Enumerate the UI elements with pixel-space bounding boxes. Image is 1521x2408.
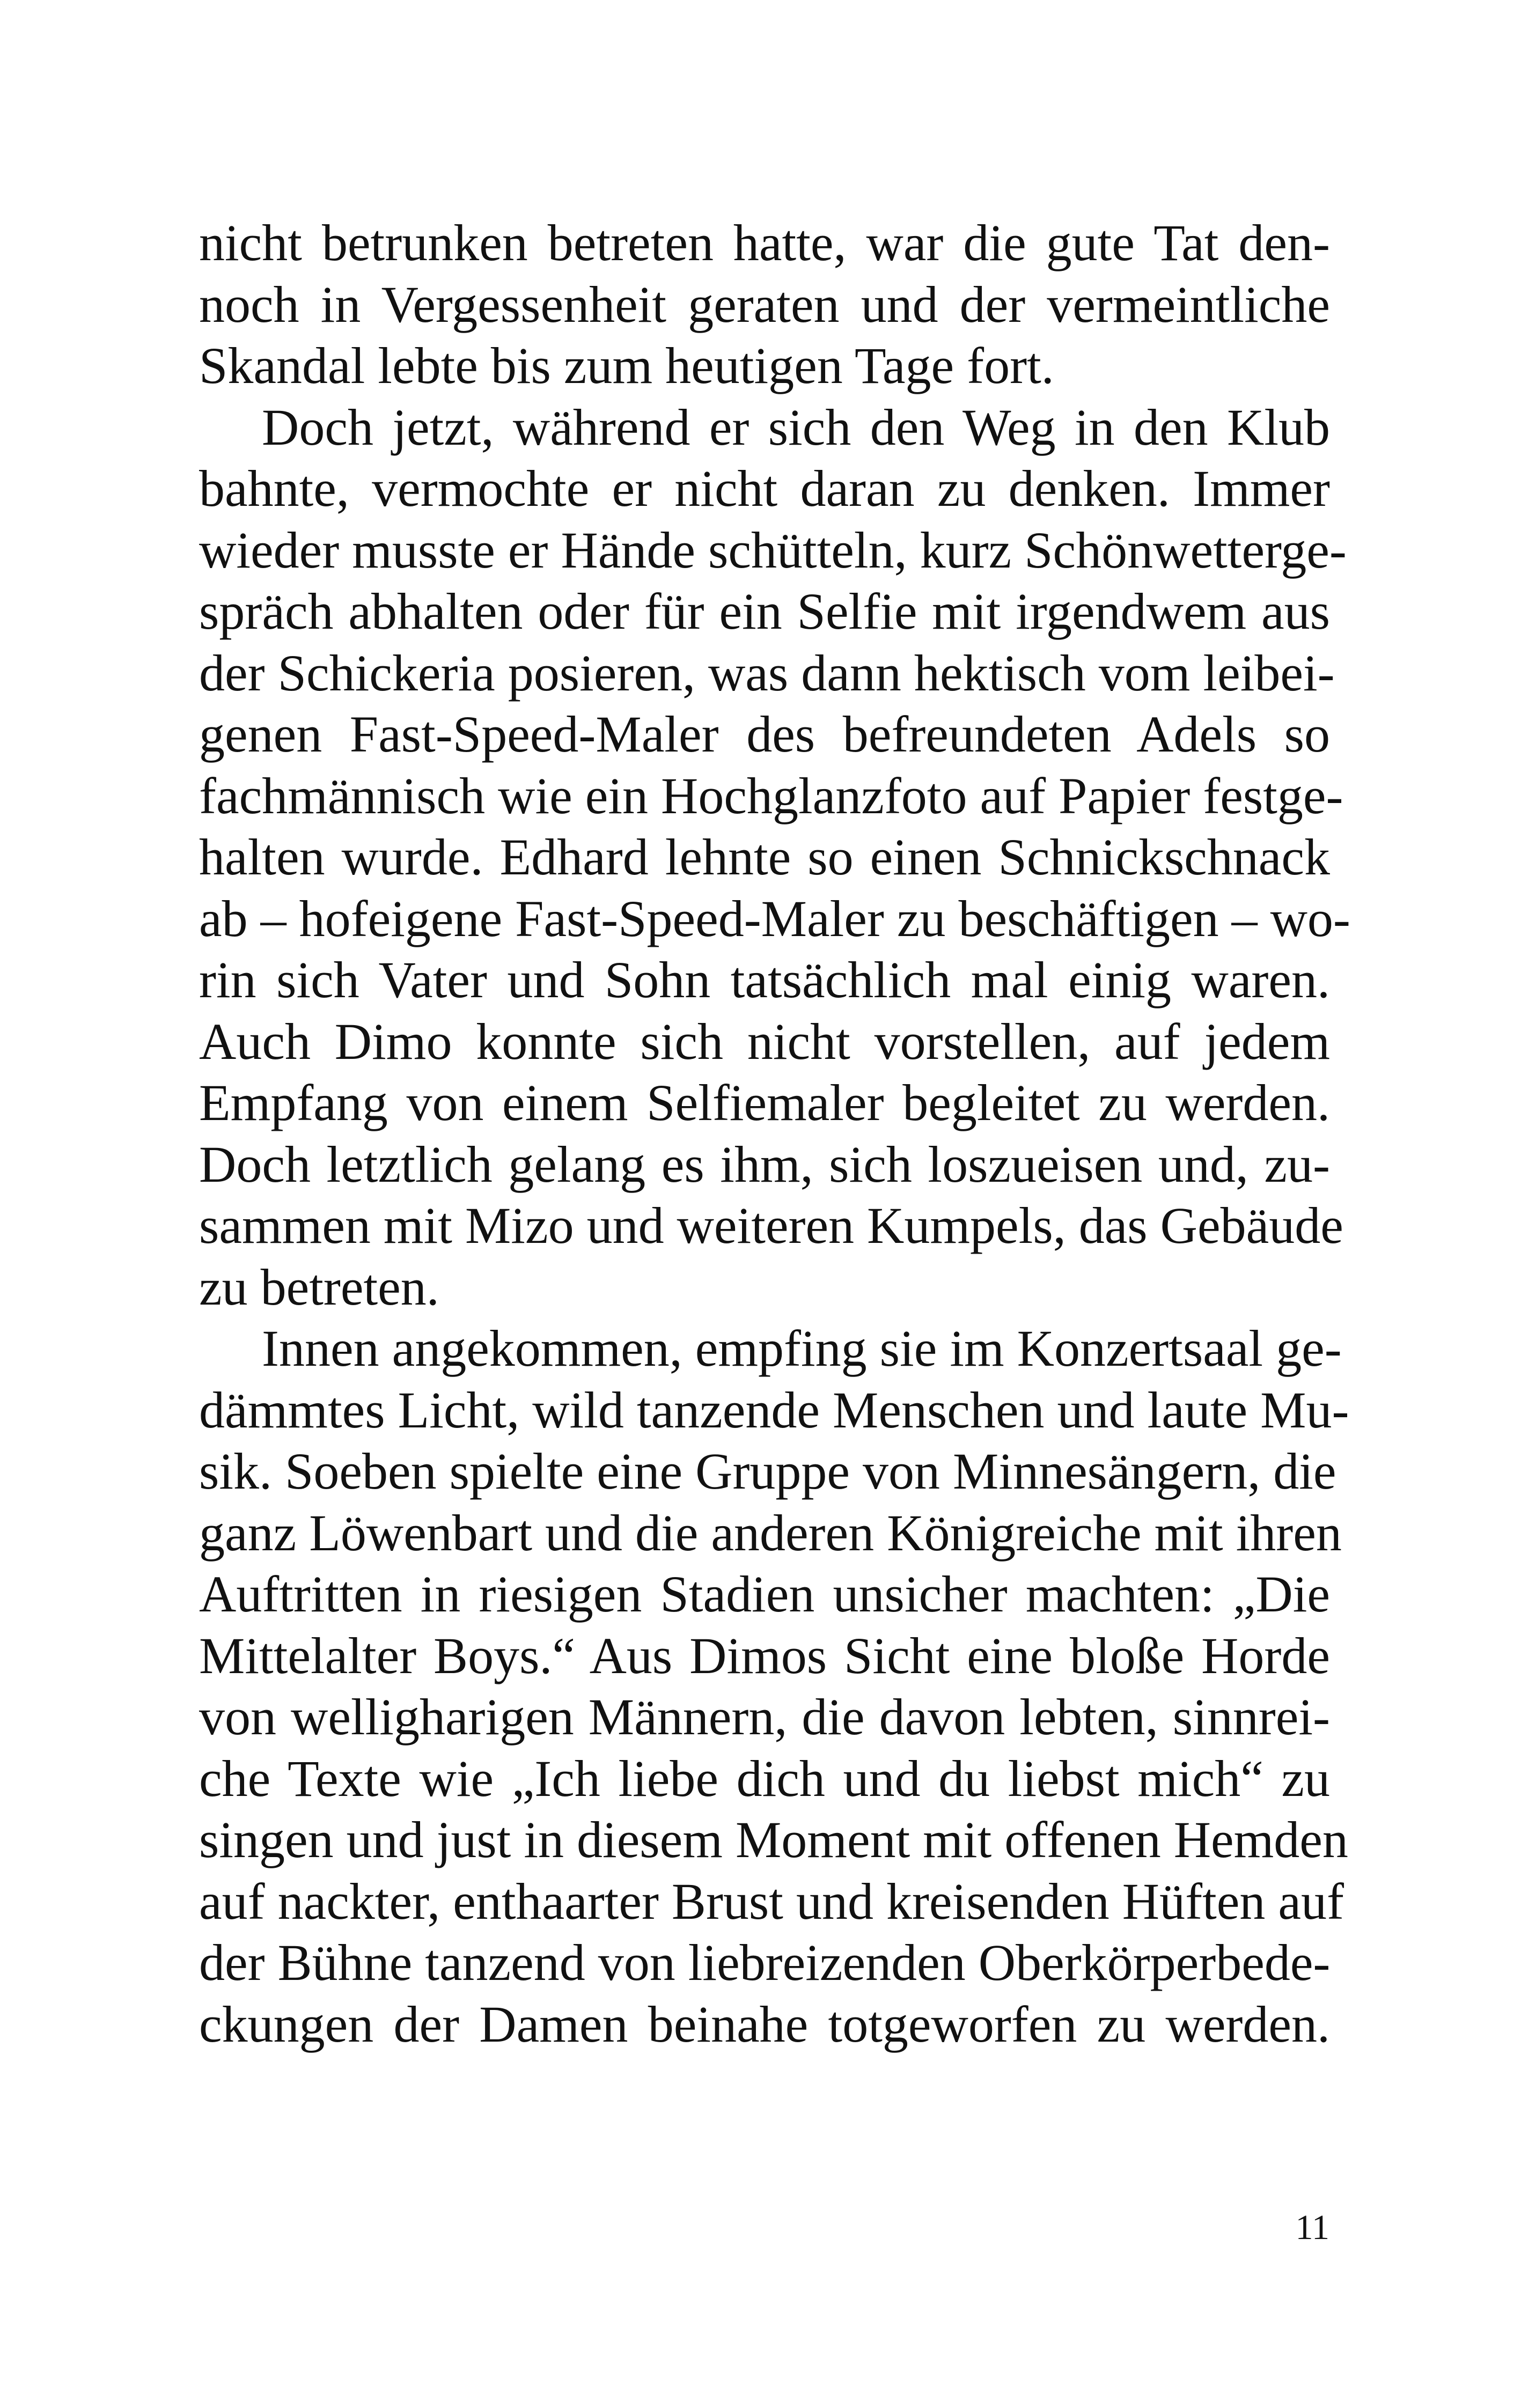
paragraph-3 xyxy=(199,1318,1349,2055)
text-line: fachmännisch wie ein Hochglanzfoto auf Papier festge- xyxy=(199,767,1343,824)
text-line: ganz Löwenbart und die anderen Königreiche mit ihren xyxy=(199,1504,1342,1562)
paragraph-2 xyxy=(199,397,1350,1319)
text-line: singen und just in diesem Moment mit offenen Hemden xyxy=(199,1811,1348,1868)
text-line: wieder musste er Hände schütteln, kurz Schönwetterge- xyxy=(199,521,1347,579)
text-line: spräch abhalten oder für ein Selfie mit irgendwem aus xyxy=(199,583,1330,640)
body-text xyxy=(199,212,1350,2055)
text-line: genen Fast-Speed-Maler des befreundeten Adels so xyxy=(199,705,1330,763)
text-line: ckungen der Damen beinahe totgeworfen zu werden. xyxy=(199,1995,1330,2053)
text-line: Mittelalter Boys.“ Aus Dimos Sicht eine bloße Horde xyxy=(199,1626,1330,1684)
text-line: nicht betrunken betreten hatte, war die gute Tat den- xyxy=(199,214,1330,271)
text-line: der Bühne tanzend von liebreizenden Oberkörperbede- xyxy=(199,1934,1331,1991)
text-line: rin sich Vater und Sohn tatsächlich mal einig waren. xyxy=(199,951,1330,1008)
text-line: von welligharigen Männern, die davon lebten, sinnrei- xyxy=(199,1688,1330,1746)
text-line: auf nackter, enthaarter Brust und kreisenden Hüften auf xyxy=(199,1872,1344,1930)
text-line: Auftritten in riesigen Stadien unsicher machten: „Die xyxy=(199,1565,1330,1623)
text-line: dämmtes Licht, wild tanzende Menschen und laute Mu- xyxy=(199,1381,1349,1439)
text-line: che Texte wie „Ich liebe dich und du liebst mich“ zu xyxy=(199,1749,1330,1807)
text-line: der Schickeria posieren, was dann hektisch vom leibei- xyxy=(199,644,1335,702)
text-line: zu betreten. xyxy=(199,1258,439,1316)
text-line: Empfang von einem Selfiemaler begleitet zu werden. xyxy=(199,1074,1330,1131)
paragraph-1 xyxy=(199,212,1330,397)
text-line: bahnte, vermochte er nicht daran zu denken. Immer xyxy=(199,460,1330,517)
text-line: sammen mit Mizo und weiteren Kumpels, das Gebäude xyxy=(199,1197,1343,1254)
text-line: sik. Soeben spielte eine Gruppe von Minnesängern, die xyxy=(199,1442,1336,1500)
text-line: halten wurde. Edhard lehnte so einen Schnickschnack xyxy=(199,828,1330,886)
text-line: Doch letztlich gelang es ihm, sich loszueisen und, zu- xyxy=(199,1135,1330,1193)
text-line: Skandal lebte bis zum heutigen Tage fort. xyxy=(199,337,1054,394)
text-line: noch in Vergessenheit geraten und der vermeintliche xyxy=(199,275,1330,333)
text-line: Innen angekommen, empfing sie im Konzertsaal ge- xyxy=(262,1320,1342,1377)
text-line: ab – hofeigene Fast-Speed-Maler zu beschäftigen – wo- xyxy=(199,889,1350,947)
text-line: Auch Dimo konnte sich nicht vorstellen, auf jedem xyxy=(199,1012,1330,1070)
page-number: 11 xyxy=(1295,2208,1329,2247)
text-line: Doch jetzt, während er sich den Weg in den Klub xyxy=(262,398,1330,456)
